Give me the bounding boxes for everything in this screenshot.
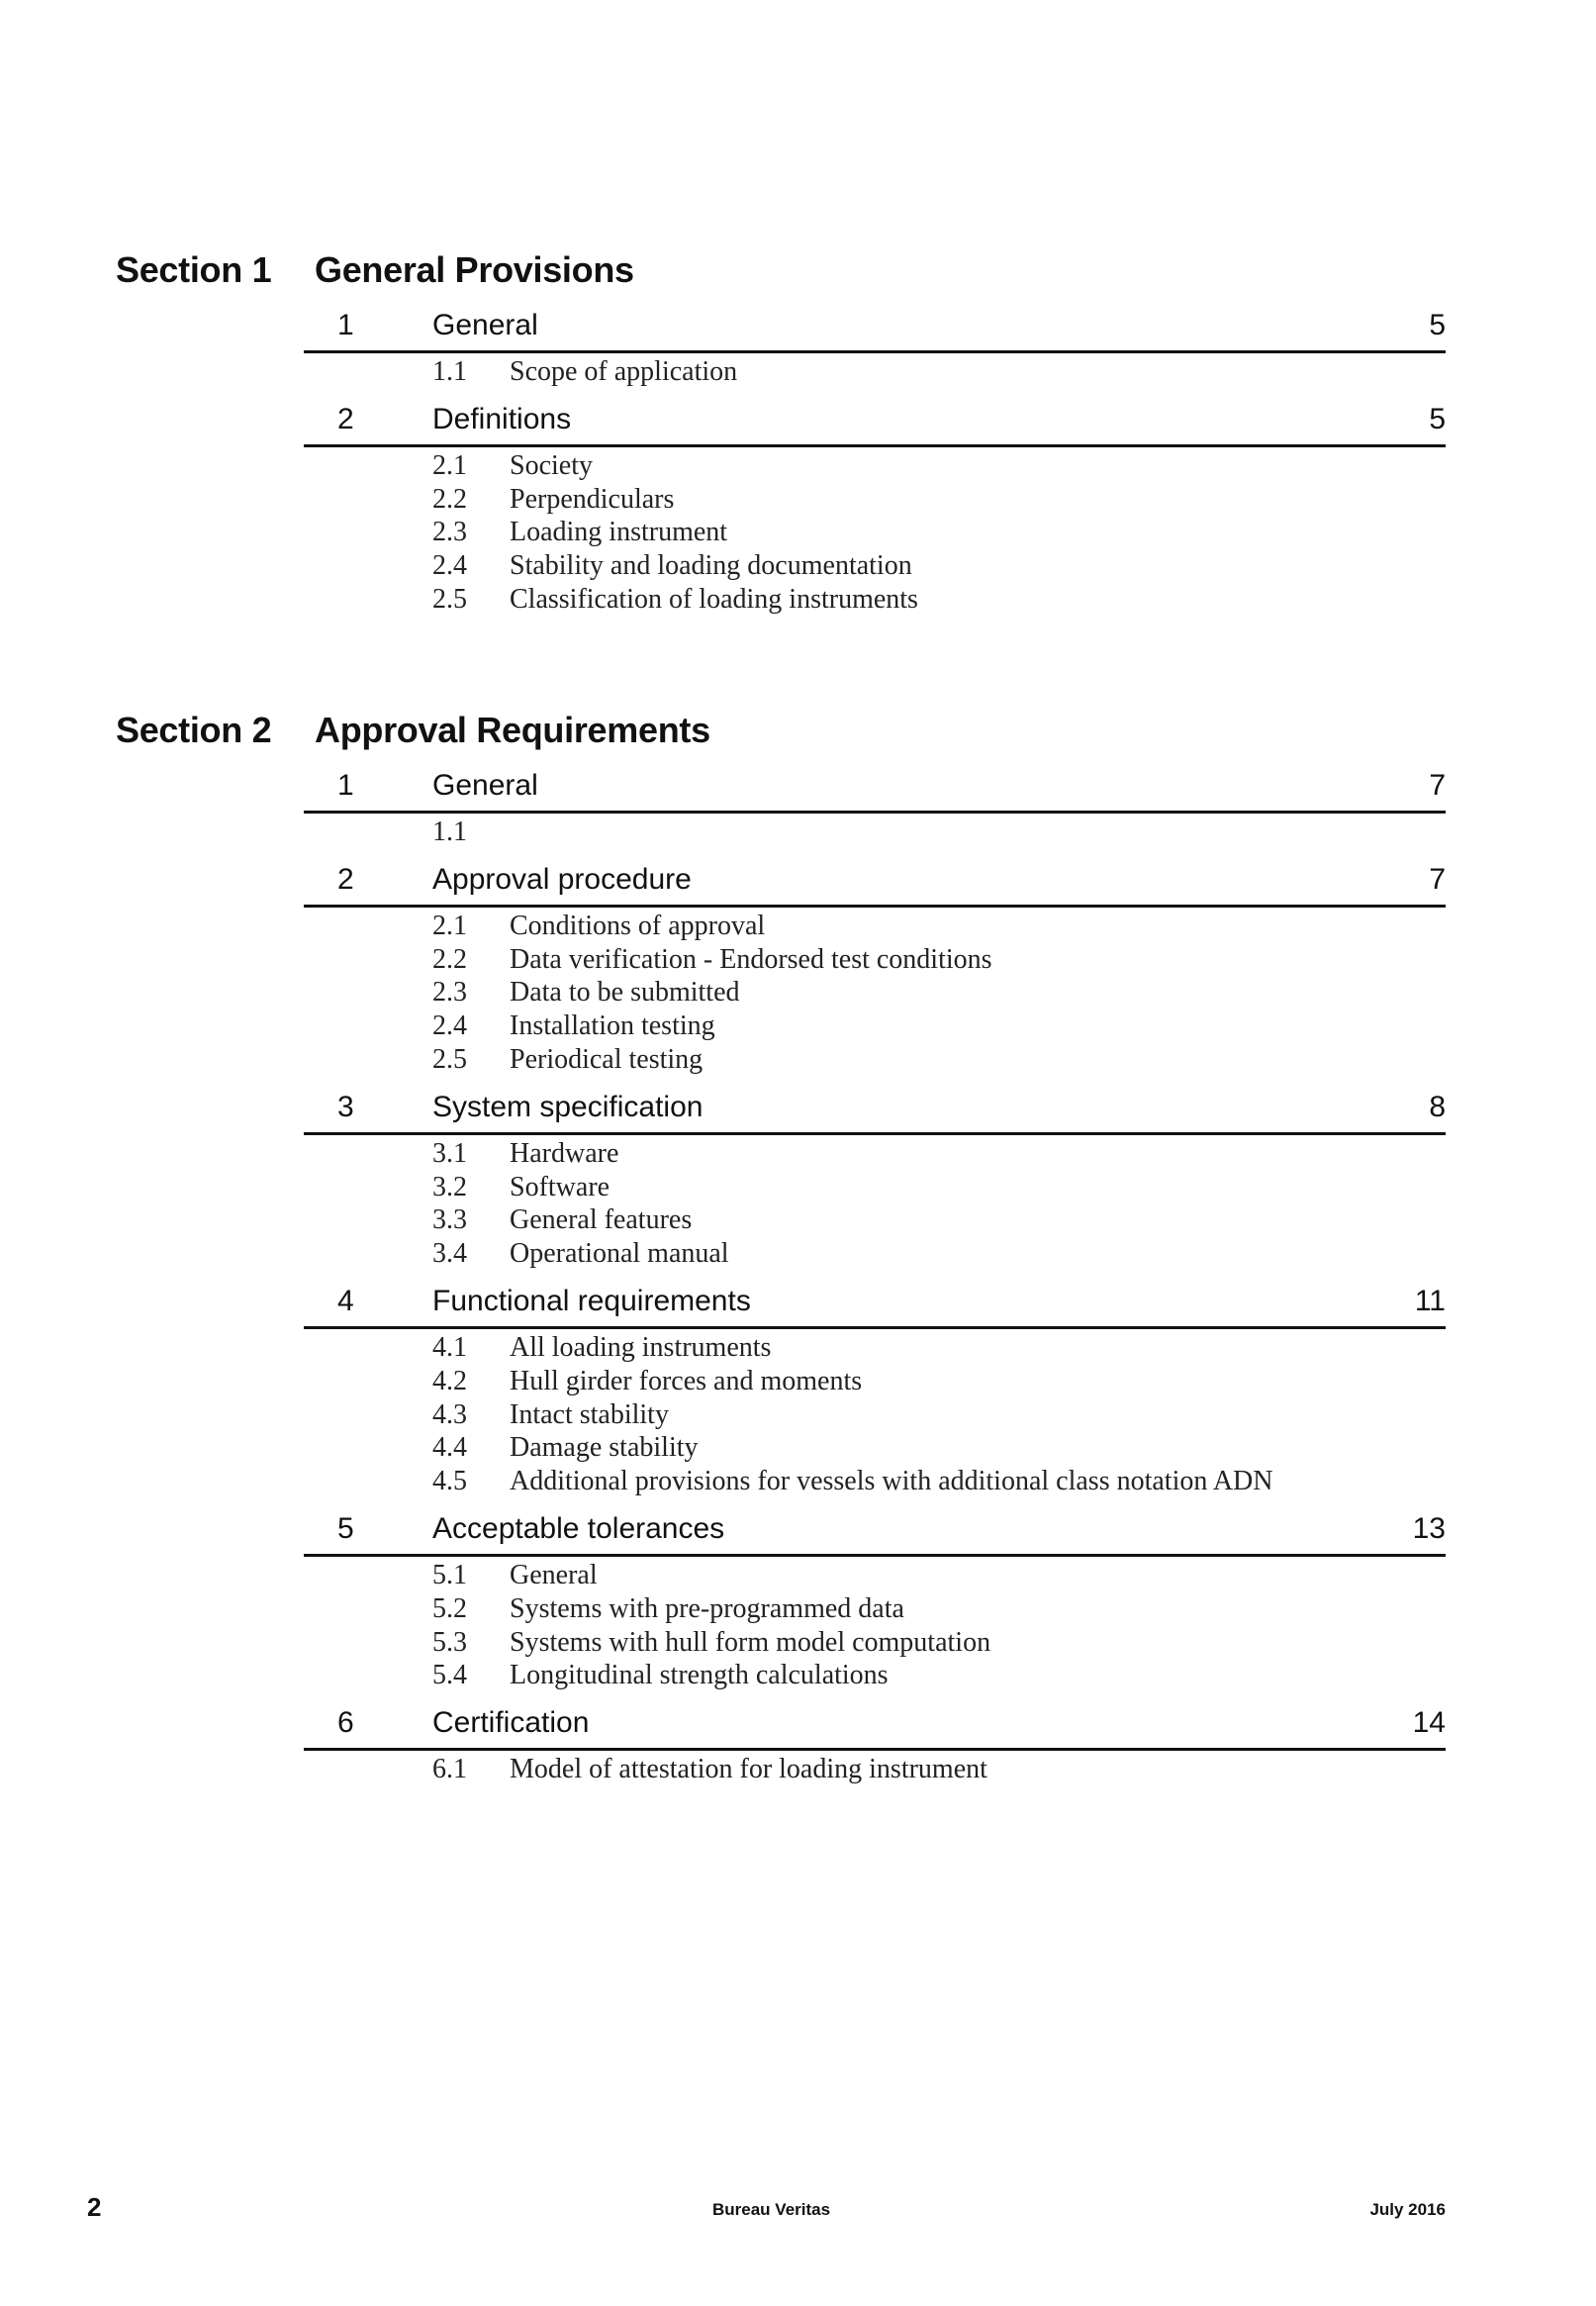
section-title: Approval Requirements <box>315 710 710 750</box>
chapter-number: 2 <box>337 402 354 435</box>
item-number: 3.4 <box>432 1238 467 1270</box>
item-title: Conditions of approval <box>510 910 766 941</box>
item-number: 6.1 <box>432 1754 467 1785</box>
item-title: Hull girder forces and moments <box>510 1365 863 1396</box>
toc-item[interactable] <box>304 1398 1446 1432</box>
toc-item[interactable] <box>304 1009 1446 1043</box>
chapter-heading[interactable] <box>304 1277 1446 1329</box>
chapter-heading[interactable] <box>304 855 1446 908</box>
chapter-page-number: 8 <box>1429 1090 1446 1123</box>
item-number: 1.1 <box>432 356 467 387</box>
chapter-page-number: 14 <box>1412 1706 1446 1740</box>
chapter-title: General <box>432 769 538 802</box>
toc-item[interactable] <box>304 943 1446 977</box>
section-label: Section 1 <box>116 249 272 290</box>
toc-item[interactable] <box>304 355 1446 389</box>
item-number: 5.3 <box>432 1626 467 1658</box>
toc-chapter <box>304 1083 1446 1277</box>
item-title: Systems with pre-programmed data <box>510 1592 904 1624</box>
chapter-title: Certification <box>432 1706 590 1740</box>
item-title: General <box>510 1559 598 1590</box>
toc-item[interactable] <box>304 1753 1446 1786</box>
chapter-title: Definitions <box>432 402 572 435</box>
item-number: 2.4 <box>432 550 467 582</box>
item-number: 3.3 <box>432 1204 467 1236</box>
item-title: Installation testing <box>510 1010 715 1042</box>
chapter-heading[interactable] <box>304 395 1446 447</box>
toc-item[interactable] <box>304 1659 1446 1692</box>
chapter-number: 1 <box>337 309 354 341</box>
item-number: 3.2 <box>432 1171 467 1202</box>
item-number: 3.1 <box>432 1137 467 1169</box>
page-footer <box>0 2187 1596 2227</box>
chapter-title: Acceptable tolerances <box>432 1511 725 1545</box>
chapter-page-number: 13 <box>1412 1511 1446 1545</box>
section-title: General Provisions <box>315 249 634 290</box>
item-title: Longitudinal strength calculations <box>510 1660 889 1691</box>
item-title: Classification of loading instruments <box>510 583 918 615</box>
item-title: Periodical testing <box>510 1043 704 1075</box>
toc-chapter <box>304 1698 1446 1792</box>
item-title: All loading instruments <box>510 1331 772 1363</box>
footer-page-number: 2 <box>87 2192 102 2222</box>
item-title: Data verification - Endorsed test conditions <box>510 943 992 975</box>
footer-publisher: Bureau Veritas <box>712 2200 831 2219</box>
chapter-number: 2 <box>337 862 354 896</box>
item-number: 2.5 <box>432 1043 467 1075</box>
chapter-heading[interactable] <box>304 1083 1446 1135</box>
item-title: Intact stability <box>510 1398 669 1430</box>
chapter-page-number: 7 <box>1429 862 1446 896</box>
section-2 <box>0 706 1596 1792</box>
toc-chapter <box>304 395 1446 623</box>
section-1 <box>0 245 1596 623</box>
item-title: Society <box>510 449 593 481</box>
toc-item[interactable] <box>304 516 1446 549</box>
item-title: Loading instrument <box>510 517 728 548</box>
toc-item[interactable] <box>304 910 1446 943</box>
item-number: 2.3 <box>432 517 467 548</box>
item-number: 4.4 <box>432 1432 467 1464</box>
item-title: Stability and loading documentation <box>510 550 912 582</box>
item-number: 2.1 <box>432 910 467 941</box>
toc-item[interactable] <box>304 449 1446 483</box>
item-title: Additional provisions for vessels with additional class notation ADN <box>510 1466 1273 1497</box>
toc-item[interactable] <box>304 1203 1446 1237</box>
section-heading <box>0 706 1596 761</box>
item-number: 5.2 <box>432 1592 467 1624</box>
toc-item[interactable] <box>304 1331 1446 1365</box>
item-number: 4.1 <box>432 1331 467 1363</box>
item-title: Hardware <box>510 1137 619 1169</box>
footer-date: July 2016 <box>1369 2200 1446 2219</box>
toc-item[interactable] <box>304 583 1446 617</box>
toc-item[interactable] <box>304 976 1446 1009</box>
item-number: 2.1 <box>432 449 467 481</box>
toc-item[interactable] <box>304 1592 1446 1626</box>
toc-item[interactable] <box>304 1431 1446 1465</box>
chapter-number: 3 <box>337 1090 354 1123</box>
item-number: 2.2 <box>432 943 467 975</box>
chapter-title: General <box>432 309 538 341</box>
chapter-heading[interactable] <box>304 761 1446 814</box>
section-heading <box>0 245 1596 301</box>
item-number: 2.2 <box>432 483 467 515</box>
item-title: Scope of application <box>510 356 738 387</box>
item-number: 4.3 <box>432 1398 467 1430</box>
toc-chapter <box>304 1504 1446 1698</box>
chapter-page-number: 11 <box>1414 1284 1446 1317</box>
toc-item[interactable] <box>304 483 1446 517</box>
toc-item[interactable] <box>304 549 1446 583</box>
chapter-page-number: 5 <box>1429 309 1446 341</box>
item-title: Operational manual <box>510 1238 729 1270</box>
chapter-title: Functional requirements <box>432 1284 751 1317</box>
chapter-number: 1 <box>337 769 354 802</box>
chapter-heading[interactable] <box>304 1504 1446 1557</box>
chapter-page-number: 7 <box>1429 769 1446 802</box>
toc-item[interactable] <box>304 1626 1446 1660</box>
item-number: 5.4 <box>432 1660 467 1691</box>
toc-item[interactable] <box>304 816 1446 849</box>
item-title: Damage stability <box>510 1432 699 1464</box>
item-title: Systems with hull form model computation <box>510 1626 991 1658</box>
toc-item[interactable] <box>304 1043 1446 1077</box>
chapter-number: 5 <box>337 1511 354 1545</box>
chapter-number: 6 <box>337 1706 354 1740</box>
item-number: 2.3 <box>432 977 467 1009</box>
chapter-title: Approval procedure <box>432 862 692 896</box>
item-title: Perpendiculars <box>510 483 675 515</box>
item-title: General features <box>510 1204 693 1236</box>
toc-chapter <box>304 761 1446 855</box>
item-number: 4.5 <box>432 1466 467 1497</box>
toc-item[interactable] <box>304 1465 1446 1498</box>
toc-chapter <box>304 301 1446 395</box>
chapter-heading[interactable] <box>304 1698 1446 1751</box>
item-number: 2.4 <box>432 1010 467 1042</box>
toc-item[interactable] <box>304 1237 1446 1271</box>
toc-chapter <box>304 1277 1446 1504</box>
section-label: Section 2 <box>116 710 272 750</box>
item-title: Data to be submitted <box>510 977 740 1009</box>
chapter-number: 4 <box>337 1284 354 1317</box>
toc-item[interactable] <box>304 1171 1446 1204</box>
item-number: 5.1 <box>432 1559 467 1590</box>
item-title: Model of attestation for loading instrument <box>510 1754 987 1785</box>
item-number: 2.5 <box>432 583 467 615</box>
toc-item[interactable] <box>304 1559 1446 1592</box>
item-number: 4.2 <box>432 1365 467 1396</box>
toc-item[interactable] <box>304 1137 1446 1171</box>
toc-item[interactable] <box>304 1365 1446 1398</box>
item-number: 1.1 <box>432 817 467 847</box>
toc-chapter <box>304 855 1446 1083</box>
chapter-page-number: 5 <box>1429 402 1446 435</box>
chapter-heading[interactable] <box>304 301 1446 353</box>
chapter-title: System specification <box>432 1090 704 1123</box>
item-title: Software <box>510 1171 610 1202</box>
